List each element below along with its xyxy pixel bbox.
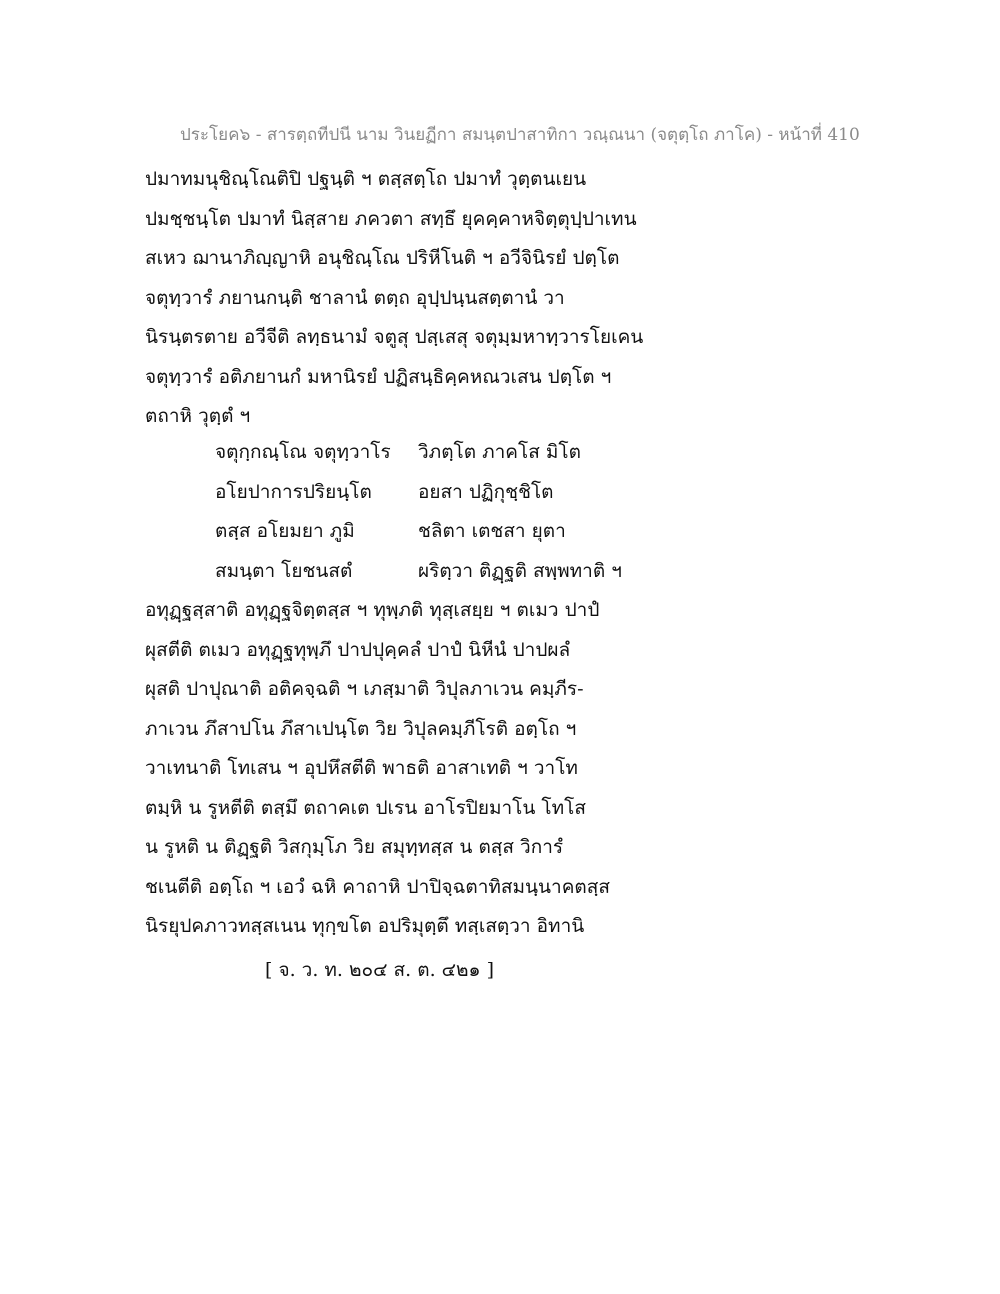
paragraph-2 <box>145 591 845 947</box>
text-line: จตุทฺวารํ อติภยานกํ มหานิรยํ ปฏิสนฺธิคฺคหณวเสน ปตฺโต ฯ <box>145 365 612 388</box>
running-header: ประโยค๖ - สารตฺถทีปนี นาม วินยฏีกา สมนฺตปาสาทิกา วณฺณนา (จตุตฺโถ ภาโค) - หน้าที่ 410 <box>180 125 860 145</box>
text-line: จตุทฺวารํ ภยานกนฺติ ชาลานํ ตตฺถ อุปฺปนฺนสตฺตานํ วา <box>145 286 565 309</box>
verse-second-half: ผริตฺวา ติฏฺฐติ สพฺพทาติ ฯ <box>418 559 622 582</box>
text-line: ปมาทมนุชิณฺโณติปิ ปฐนฺติ ฯ ตสฺสตฺโถ ปมาทํ วุตฺตนเยน <box>145 168 587 190</box>
text-line: ชเนตีติ อตฺโถ ฯ เอวํ ฉหิ คาถาหิ ปาปิจฺฉตาทิสมนฺนาคตสฺส <box>145 875 610 898</box>
verse-row <box>215 433 775 473</box>
text-line: ตมฺหิ น รูหตีติ ตสฺมึ ตถาคเต ปเรน อาโรปิยมาโน โทโส <box>145 796 586 819</box>
verse-first-half: จตุกฺกณฺโณ จตุทฺวาโร <box>215 441 391 463</box>
verse-second-half: วิภตฺโต ภาคโส มิโต <box>418 441 581 463</box>
verse-first-half: ตสฺส อโยมยา ภูมิ <box>215 520 355 542</box>
verse-first-half: อโยปาการปริยนฺโต <box>215 480 372 503</box>
source-reference: [ จ. ว. ท. ๒๐๔ ส. ต. ๔๒๑ ] <box>265 959 495 981</box>
verse-second-half: ชลิตา เตชสา ยุตา <box>418 520 566 542</box>
text-line: วาเทนาติ โทเสน ฯ อุปหึสตีติ พาธติ อาสาเทติ ฯ วาโท <box>145 757 578 779</box>
verse-row <box>215 473 775 513</box>
text-line: ปมชฺชนฺโต ปมาทํ นิสฺสาย ภควตา สทฺธึ ยุคคฺคาหจิตฺตุปฺปาเทน <box>145 207 637 230</box>
text-line: ผุสติ ปาปุณาติ อติคจฺฉติ ฯ เภสฺมาติ วิปุลภาเวน คมฺภีร- <box>145 678 584 700</box>
verse-row <box>215 512 775 552</box>
paragraph-1 <box>145 160 845 437</box>
text-line: ภาเวน ภึสาปโน ภึสาเปนฺโต วิย วิปุลคมฺภีโรติ อตฺโถ ฯ <box>145 717 577 740</box>
verse-row <box>215 552 775 592</box>
text-line: น รูหติ น ติฏฺฐติ วิสกุมฺโภ วิย สมุทฺทสฺส น ตสฺส วิการํ <box>145 836 564 858</box>
text-line: อทุฏฺฐสฺสาติ อทุฏฺฐจิตฺตสฺส ฯ ทุพฺภติ ทุสฺเสยฺย ฯ ตเมว ปาปํ <box>145 599 600 621</box>
text-line: ผุสตีติ ตเมว อทุฏฺฐทุพฺภึ ปาปปุคฺคลํ ปาปํ นิหีนํ ปาปผลํ <box>145 638 571 661</box>
text-line: นิรนฺตรตาย อวีจีติ ลทฺธนามํ จตูสุ ปสฺเสสุ จตุมฺมหาทฺวารโยเคน <box>145 326 644 348</box>
verse-second-half: อยสา ปฏิกุชฺชิโต <box>418 480 554 503</box>
text-line: นิรยุปคภาวทสฺสเนน ทุกฺขโต อปริมุตฺตึ ทสฺเสตฺวา อิทานิ <box>145 915 585 937</box>
verse-first-half: สมนฺตา โยชนสตํ <box>215 559 353 582</box>
verse-block <box>215 433 775 591</box>
text-line: สเหว ฌานาภิญฺญาหิ อนุชิณฺโณ ปริหีโนติ ฯ อวีจินิรยํ ปตฺโต <box>145 247 620 269</box>
text-line: ตถาหิ วุตฺตํ ฯ <box>145 405 251 427</box>
